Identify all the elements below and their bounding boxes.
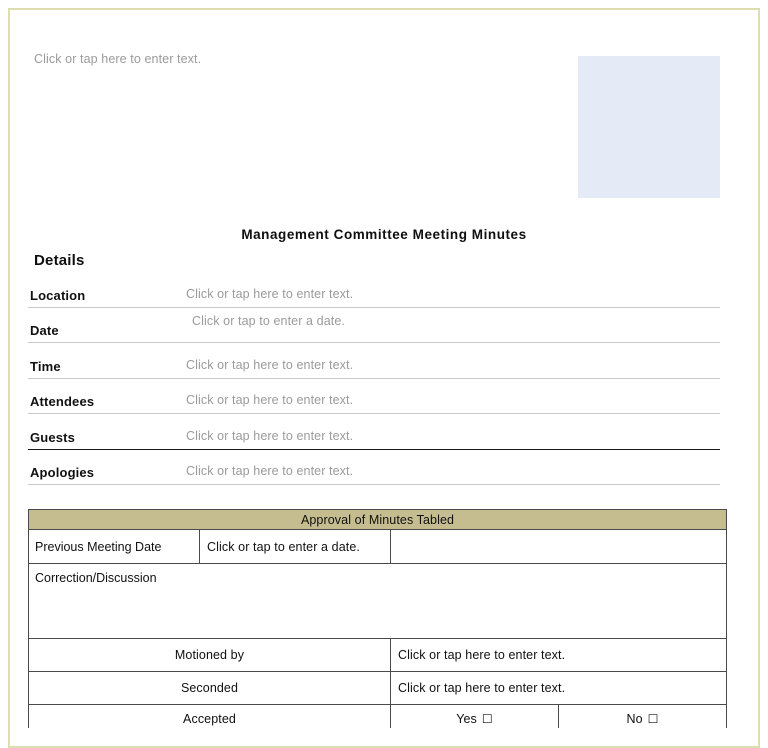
accepted-no-label: No	[626, 711, 643, 726]
details-section-heading: Details	[34, 252, 85, 269]
detail-row-time	[28, 343, 720, 379]
seconded-field[interactable]: Click or tap here to enter text.	[391, 672, 727, 705]
detail-field-attendees[interactable]: Click or tap here to enter text.	[186, 393, 354, 407]
approval-header-row	[29, 510, 727, 530]
document-sheet	[12, 12, 756, 728]
seconded-label: Seconded	[29, 672, 391, 705]
detail-label-date: Date	[30, 323, 59, 338]
correction-discussion-row	[29, 564, 727, 639]
detail-field-time[interactable]: Click or tap here to enter text.	[186, 357, 354, 372]
detail-label-attendees: Attendees	[30, 394, 95, 409]
detail-row-location	[28, 272, 720, 308]
detail-field-guests[interactable]: Click or tap here to enter text.	[186, 428, 354, 443]
detail-label-apologies: Apologies	[30, 465, 95, 480]
seconded-row	[29, 672, 727, 705]
motioned-by-label: Motioned by	[29, 639, 391, 672]
page-title: Management Committee Meeting Minutes	[241, 227, 527, 242]
accepted-no-checkbox-icon[interactable]: ☐	[647, 711, 659, 726]
detail-row-apologies	[28, 450, 720, 486]
previous-meeting-date-label: Previous Meeting Date	[29, 530, 200, 564]
accepted-yes-checkbox-icon[interactable]: ☐	[481, 711, 493, 726]
detail-field-location[interactable]: Click or tap here to enter text.	[186, 286, 354, 301]
accepted-yes-label: Yes	[456, 711, 477, 726]
motioned-by-row	[29, 639, 727, 672]
accepted-row	[29, 705, 727, 729]
correction-discussion-field[interactable]	[29, 564, 727, 639]
previous-meeting-date-row	[29, 530, 727, 564]
previous-meeting-date-spare-cell[interactable]	[391, 530, 727, 564]
accepted-label: Accepted	[29, 705, 391, 729]
previous-meeting-date-field[interactable]: Click or tap to enter a date.	[200, 530, 391, 564]
detail-row-guests	[28, 414, 720, 450]
logo-placeholder[interactable]	[578, 56, 720, 198]
header-text-field[interactable]: Click or tap here to enter text.	[34, 52, 202, 66]
detail-label-location: Location	[30, 287, 86, 303]
approval-table-header: Approval of Minutes Tabled	[29, 510, 727, 530]
detail-row-date	[28, 308, 720, 344]
detail-label-guests: Guests	[30, 429, 75, 445]
detail-field-apologies[interactable]: Click or tap here to enter text.	[186, 464, 354, 478]
detail-field-date[interactable]: Click or tap to enter a date.	[192, 314, 345, 328]
correction-discussion-label: Correction/Discussion	[35, 571, 157, 585]
detail-row-attendees	[28, 379, 720, 415]
details-table	[28, 272, 720, 485]
accepted-yes-cell[interactable]	[391, 705, 559, 729]
accepted-no-cell[interactable]	[559, 705, 727, 729]
motioned-by-field[interactable]: Click or tap here to enter text.	[391, 639, 727, 672]
detail-label-time: Time	[30, 358, 61, 374]
approval-of-minutes-table	[28, 509, 727, 728]
